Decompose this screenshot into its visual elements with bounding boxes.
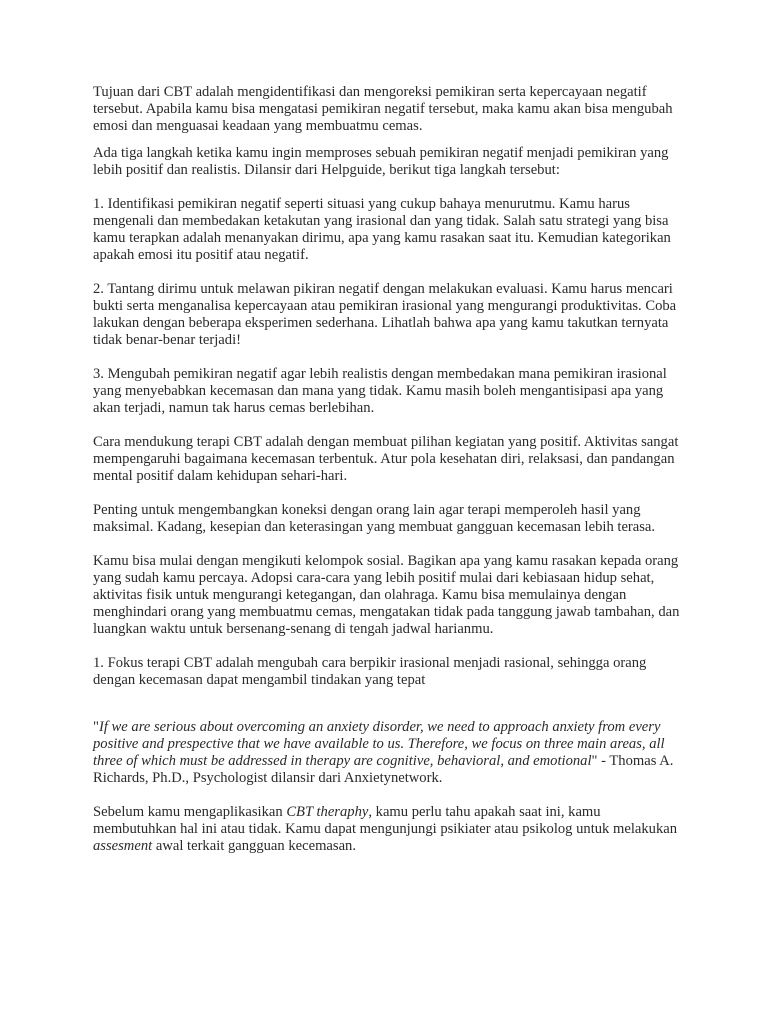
step-1-paragraph: 1. Identifikasi pemikiran negatif seperti situasi yang cukup bahaya menurutmu. Kamu harus mengenali dan membedakan ketakutan yang irasional dan yang tidak. Salah satu strategi yang bisa kamu terapkan adalah menanyakan dirimu, apa yang kamu rasakan saat itu. Kemudian kategorikan apakah emosi itu positif atau negatif. xyxy=(93,196,671,263)
quote-text: If we are serious about overcoming an anxiety disorder, we need to approach anxiety from every positive and prespective that we have available to us. Therefore, we focus on three main areas, all three of which must be addressed in therapy are cognitive, behavioral, and emotional xyxy=(93,719,665,769)
focus-paragraph: 1. Fokus terapi CBT adalah mengubah cara berpikir irasional menjadi rasional, sehingga orang dengan kecemasan dapat mengambil tindakan yang tepat xyxy=(93,655,647,688)
assesment-term: assesment xyxy=(93,838,153,854)
closing-text-1: Sebelum kamu mengaplikasikan xyxy=(93,804,287,820)
quote-paragraph xyxy=(93,719,683,787)
document-body xyxy=(93,84,683,855)
closing-text-2: , kamu perlu tahu apakah saat ini, kamu membutuhkan hal ini atau tidak. Kamu dapat mengunjungi psikiater atau psikolog untuk melakukan xyxy=(93,804,678,837)
intro-paragraph-2: Ada tiga langkah ketika kamu ingin memproses sebuah pemikiran negatif menjadi pemikiran yang lebih positif dan realistis. Dilansir dari Helpguide, berikut tiga langkah tersebut: xyxy=(93,145,669,178)
social-paragraph: Kamu bisa mulai dengan mengikuti kelompok sosial. Bagikan apa yang kamu rasakan kepada orang yang sudah kamu percaya. Adopsi cara-cara yang lebih positif mulai dari kebiasaan hidup sehat, aktivitas fisik untuk mengurangi ketegangan, dan olahraga. Kamu bisa memulainya dengan menghindari orang yang membuatmu cemas, mengatakan tidak pada tanggung jawab tambahan, dan luangkan waktu untuk bersenang-senang di tengah jadwal harianmu. xyxy=(93,553,680,637)
quote-attribution: " - Thomas A. Richards, Ph.D., Psychologist dilansir dari Anxietynetwork. xyxy=(93,753,674,786)
step-2-paragraph: 2. Tantang dirimu untuk melawan pikiran negatif dengan melakukan evaluasi. Kamu harus mencari bukti serta menganalisa kepercayaan atau pemikiran irasional yang mengurangi produktivitas. Coba lakukan dengan beberapa eksperimen sederhana. Lihatlah bahwa apa yang kamu takutkan ternyata tidak benar-benar terjadi! xyxy=(93,281,677,348)
support-paragraph: Cara mendukung terapi CBT adalah dengan membuat pilihan kegiatan yang positif. Aktivitas sangat mempengaruhi bagaimana kecemasan terbentuk. Atur pola kesehatan diri, relaksasi, dan pandangan mental positif dalam kehidupan sehari-hari. xyxy=(93,434,679,484)
closing-paragraph xyxy=(93,804,683,855)
cbt-therapy-term: CBT theraphy xyxy=(286,804,369,820)
connection-paragraph: Penting untuk mengembangkan koneksi dengan orang lain agar terapi memperoleh hasil yang maksimal. Kadang, kesepian dan keterasingan yang membuat gangguan kecemasan lebih terasa. xyxy=(93,502,656,535)
closing-text-3: awal terkait gangguan kecemasan. xyxy=(152,838,357,854)
quote-open-mark: " xyxy=(93,719,99,735)
intro-paragraph-1: Tujuan dari CBT adalah mengidentifikasi dan mengoreksi pemikiran serta kepercayaan negatif tersebut. Apabila kamu bisa mengatasi pemikiran negatif tersebut, maka kamu akan bisa mengubah emosi dan menguasai keadaan yang membuatmu cemas. xyxy=(93,84,673,134)
step-3-paragraph: 3. Mengubah pemikiran negatif agar lebih realistis dengan membedakan mana pemikiran irasional yang menyebabkan kecemasan dan mana yang tidak. Kamu masih boleh mengantisipasi apa yang akan terjadi, namun tak harus cemas berlebihan. xyxy=(93,366,667,416)
